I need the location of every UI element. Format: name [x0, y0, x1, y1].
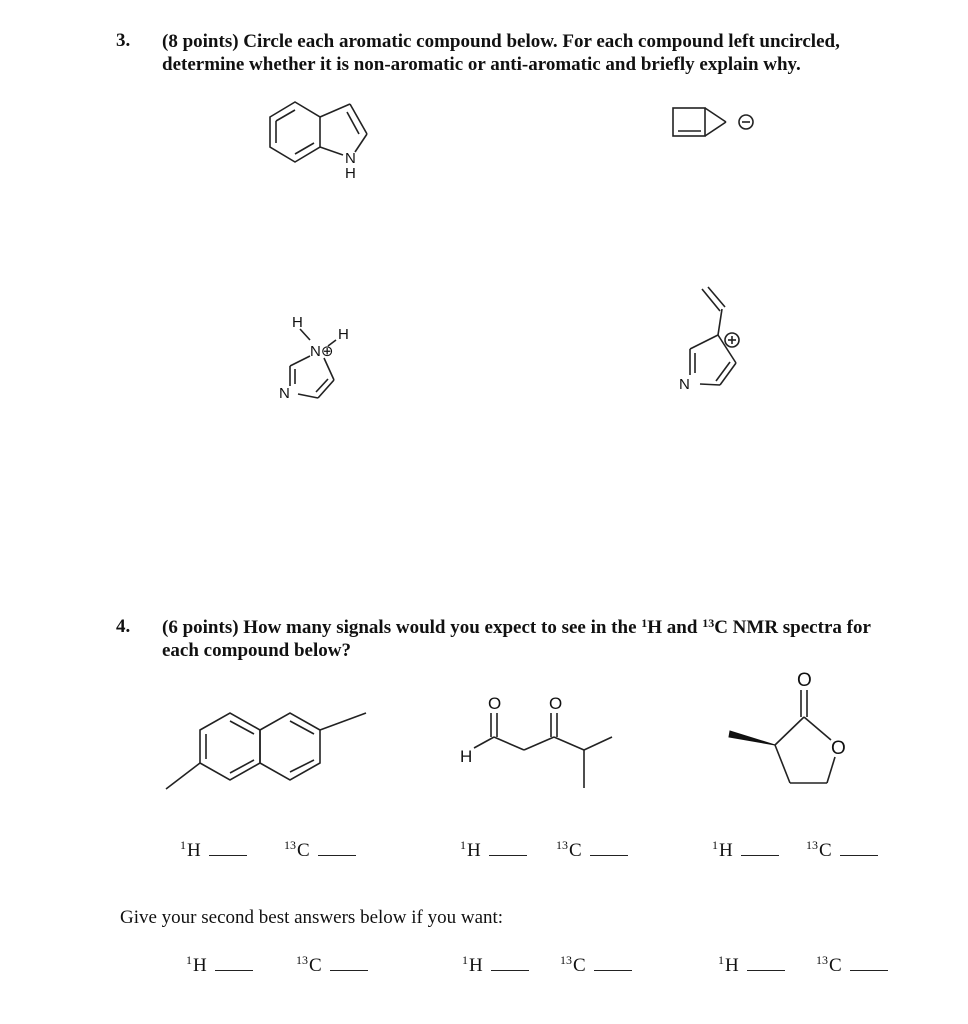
answer-blank[interactable] — [330, 969, 368, 971]
vinyl-azacation-structure — [670, 285, 770, 400]
prompt-text: How many signals would you expect to see in the — [243, 617, 642, 638]
prompt-text: C NMR spectra for each compound below? — [162, 617, 871, 661]
h-label: H — [338, 326, 349, 343]
o-label: O — [488, 694, 502, 713]
o-label: O — [831, 738, 846, 759]
c-signals-second-3: $^{13}$C — [816, 955, 888, 977]
o-label: O — [797, 670, 812, 691]
indole-structure — [255, 92, 385, 192]
h-signals-answer-2: $^1$H — [460, 840, 527, 862]
h-signals-second-2: $^1$H — [462, 955, 529, 977]
h-signals-answer-3: $^1$H — [712, 840, 779, 862]
answer-blank[interactable] — [850, 969, 888, 971]
answer-blank[interactable] — [741, 854, 779, 856]
answer-blank[interactable] — [747, 969, 785, 971]
answer-blank[interactable] — [594, 969, 632, 971]
question-prompt — [162, 616, 902, 662]
keto-aldehyde-structure — [452, 690, 622, 800]
answer-blank[interactable] — [209, 854, 247, 856]
o-label: O — [549, 694, 563, 713]
indole-h-label: H — [345, 165, 356, 182]
h-signals-second-3: $^1$H — [718, 955, 785, 977]
bicyclic-anion-structure — [668, 100, 768, 150]
h-signals-second-1: $^1$H — [186, 955, 253, 977]
answer-blank[interactable] — [489, 854, 527, 856]
h-label: H — [292, 314, 303, 331]
question-number: 4. — [116, 616, 131, 637]
second-best-instruction: Give your second best answers below if you want: — [120, 907, 504, 928]
answer-blank[interactable] — [840, 854, 878, 856]
c-signals-second-2: $^{13}$C — [560, 955, 632, 977]
question-number: 3. — [116, 30, 131, 51]
c-signals-answer-2: $^{13}$C — [556, 840, 628, 862]
indole-n-label: N — [345, 150, 356, 167]
imidazolium-structure — [270, 310, 370, 405]
superscript: 1 — [641, 616, 648, 630]
dimethylnaphthalene-structure — [160, 705, 375, 800]
prompt-text: H and — [647, 617, 703, 638]
c-signals-answer-1: $^{13}$C — [284, 840, 356, 862]
n-label: N — [679, 376, 690, 393]
c-signals-second-1: $^{13}$C — [296, 955, 368, 977]
h-signals-answer-1: $^1$H — [180, 840, 247, 862]
n-label: N — [279, 385, 290, 402]
lactone-structure — [725, 665, 865, 795]
answer-blank[interactable] — [491, 969, 529, 971]
n-plus-label: N⊕ — [310, 343, 334, 360]
points: (8 points) — [162, 31, 239, 52]
c-signals-answer-3: $^{13}$C — [806, 840, 878, 862]
superscript: 13 — [702, 616, 715, 630]
answer-blank[interactable] — [590, 854, 628, 856]
prompt-text: Circle each aromatic compound below. For each compound left uncircled, determine whether it is non-aromatic or anti-aromatic and briefly explain why. — [162, 31, 840, 75]
answer-blank[interactable] — [215, 969, 253, 971]
points: (6 points) — [162, 617, 239, 638]
question-prompt — [162, 30, 902, 76]
answer-blank[interactable] — [318, 854, 356, 856]
h-label: H — [460, 747, 473, 766]
